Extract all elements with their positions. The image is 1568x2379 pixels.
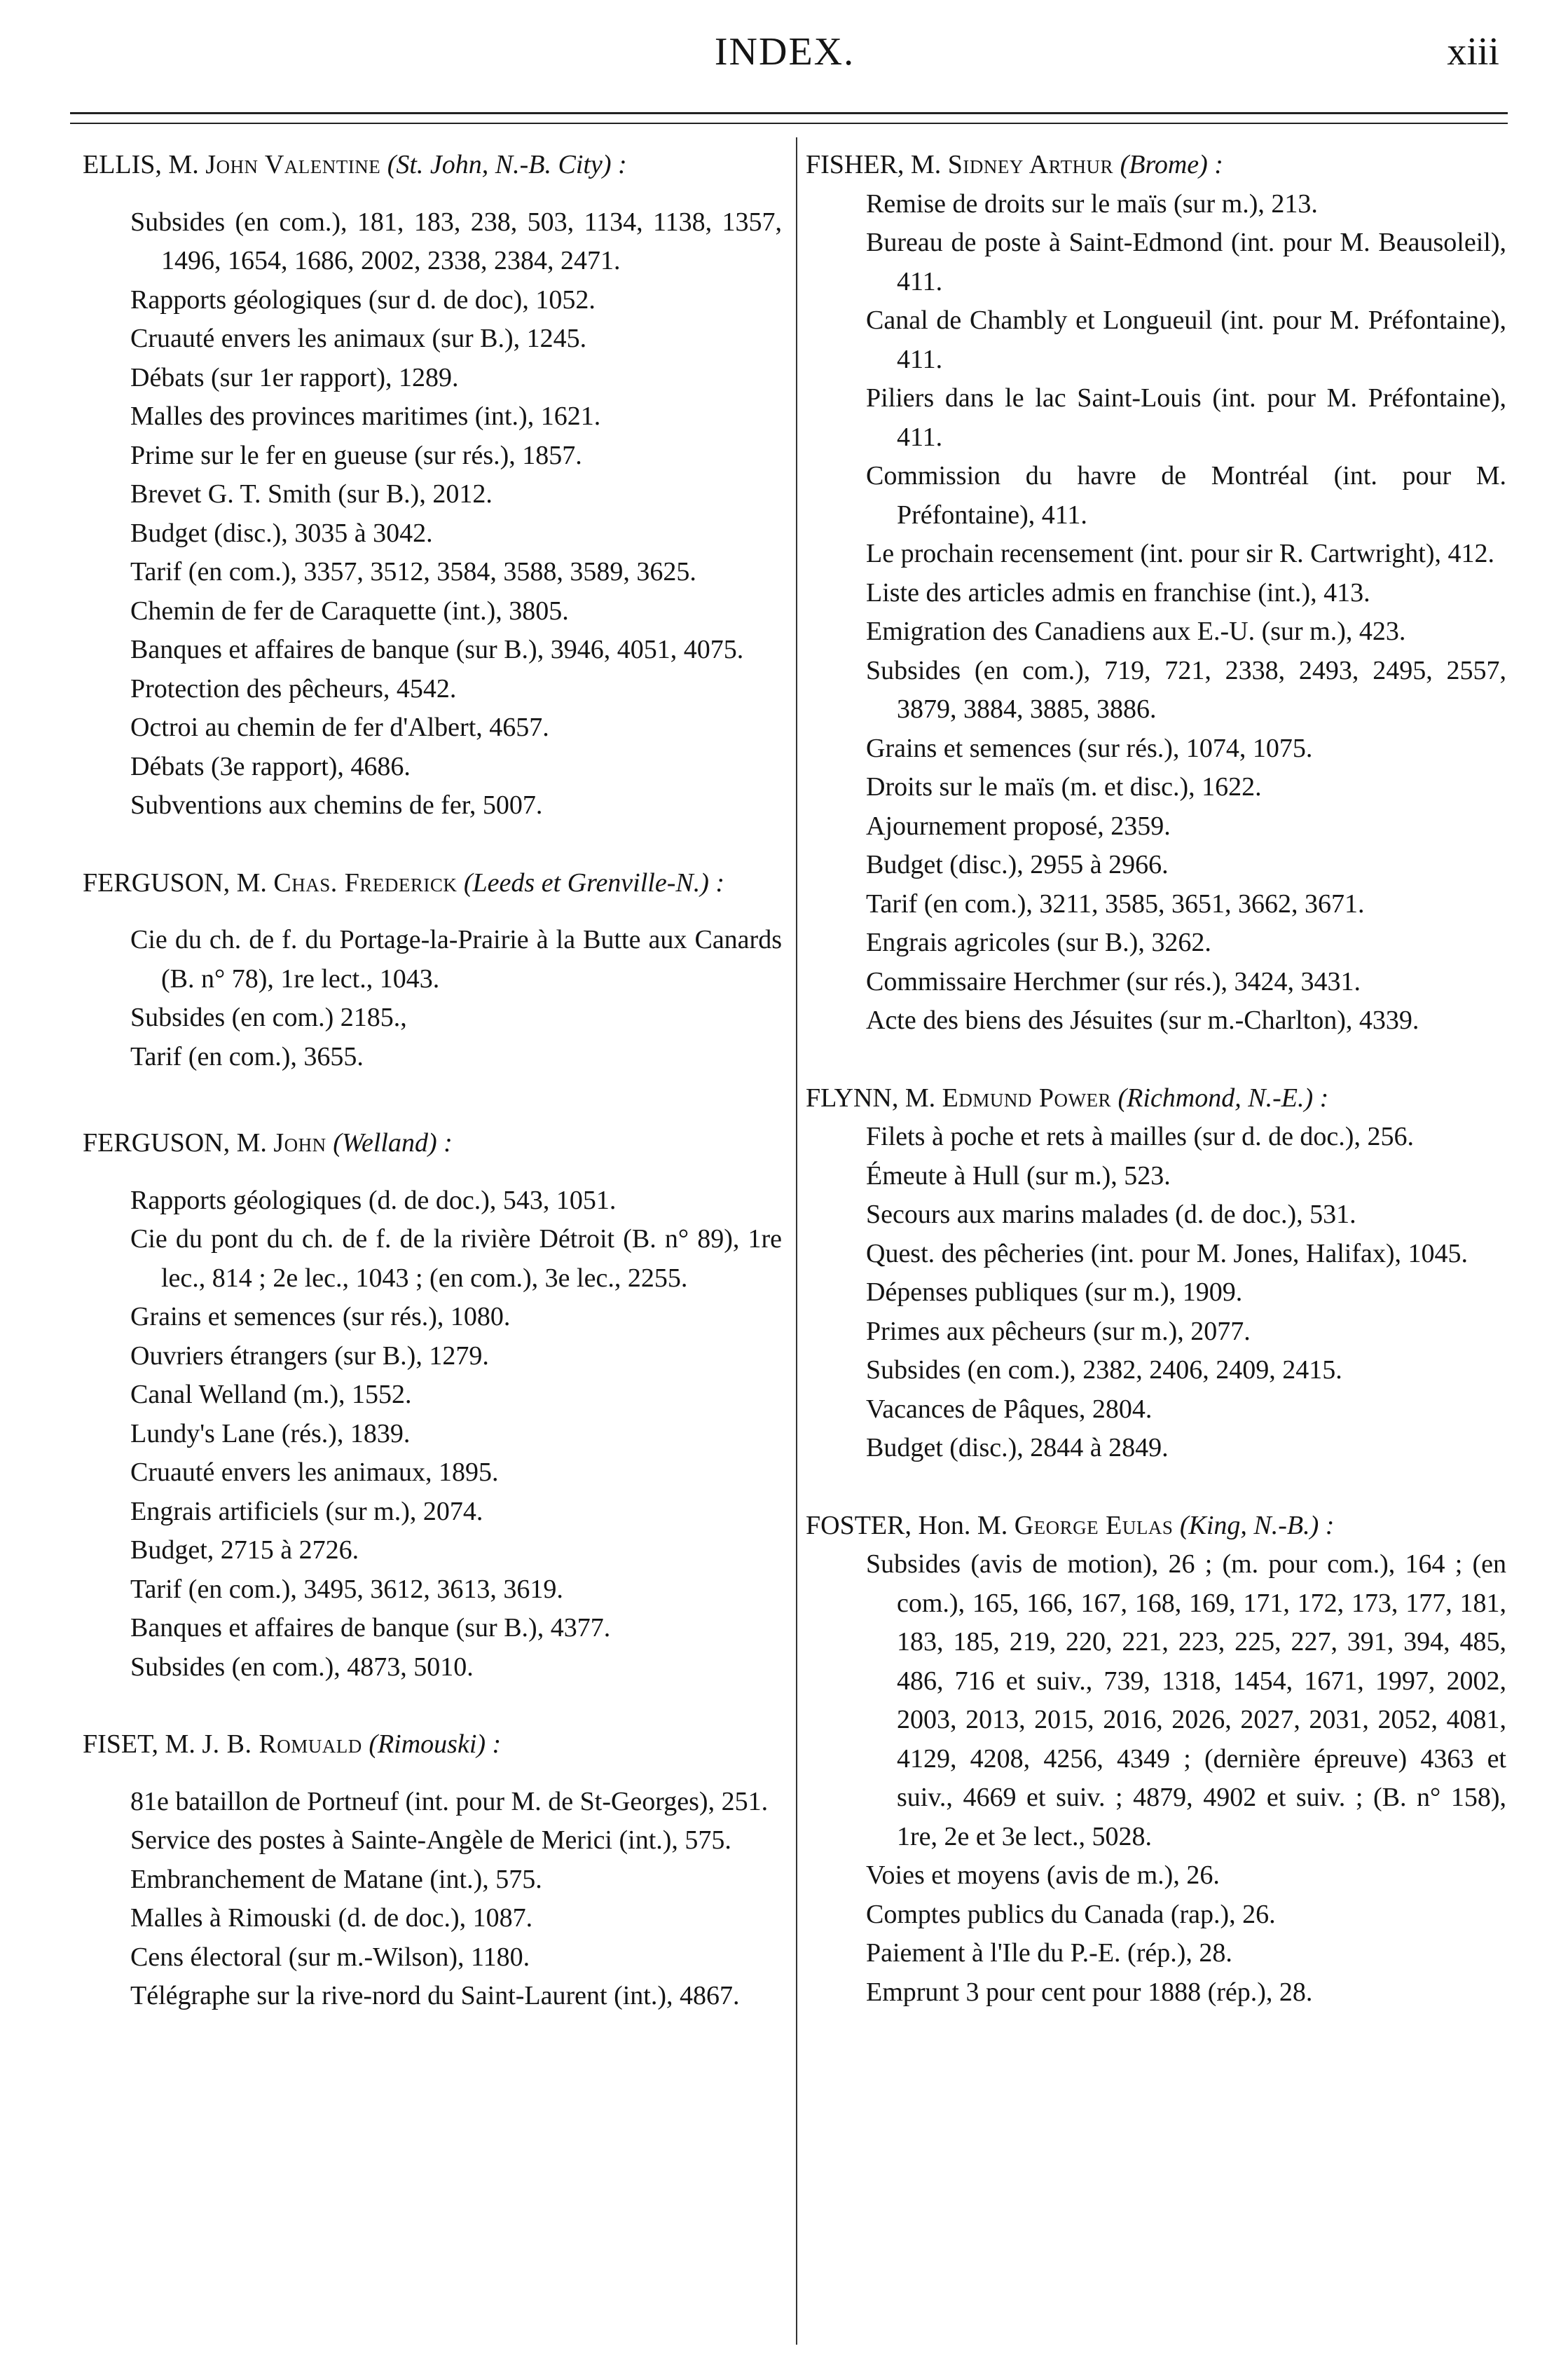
index-entry xyxy=(83,146,782,825)
entry-item: Budget (disc.), 3035 à 3042. xyxy=(130,518,433,548)
entry-heading xyxy=(83,864,782,903)
entry-given-name: Edmund Power xyxy=(942,1083,1112,1113)
entry-item: Grains et semences (sur rés.), 1074, 1075. xyxy=(866,733,1313,763)
entry-item: Débats (sur 1er rapport), 1289. xyxy=(130,362,459,392)
entry-given-name: George Eulas xyxy=(1014,1510,1174,1540)
index-entry xyxy=(806,146,1506,1041)
entry-item: Budget (disc.), 2955 à 2966. xyxy=(866,850,1169,879)
entry-heading xyxy=(83,1124,782,1163)
entry-item: Voies et moyens (avis de m.), 26. xyxy=(866,1860,1220,1890)
entry-item: Paiement à l'Ile du P.-E. (rép.), 28. xyxy=(866,1938,1232,1968)
entry-heading xyxy=(83,146,782,185)
entry-item: Cens électoral (sur m.-Wilson), 1180. xyxy=(130,1942,530,1972)
entry-item: Banques et affaires de banque (sur B.), 3946, 4051, 4075. xyxy=(130,635,744,664)
entry-items xyxy=(806,185,1506,1041)
entry-items xyxy=(83,1181,782,1687)
entry-item: Subsides (avis de motion), 26 ; (m. pour com.), 164 ; (en com.), 165, 166, 167, 168, 169, 171, 172, 173, 177, 181, 183, 185, 219, 220, 221, 223, 225, 227, 391, 394, 485, 486, 716 et suiv., 739, 1318, 1454, 1671, 1997, 2002, 2003, 2013, 2015, 2016, 2026, 2027, 2031, 2052, 4081, 4129, 4208, 4256, 4349 ; (dernière épreuve) 4363 et suiv., 4669 et suiv. ; 4879, 4902 et suiv. ; (B. n° 158), 1re, 2e et 3e lect., 5028. xyxy=(866,1549,1506,1851)
entry-item: Brevet G. T. Smith (sur B.), 2012. xyxy=(130,479,493,509)
entry-given-name: John Valentine xyxy=(205,150,381,179)
entry-heading xyxy=(806,146,1506,185)
entry-riding: (St. John, N.-B. City) : xyxy=(387,150,627,179)
index-entry xyxy=(83,1124,782,1687)
entry-item: Tarif (en com.), 3655. xyxy=(130,1041,364,1071)
entry-item: Secours aux marins malades (d. de doc.), 531. xyxy=(866,1200,1356,1229)
entry-item: Subsides (en com.), 4873, 5010. xyxy=(130,1652,474,1682)
right-column xyxy=(806,146,1506,2050)
entry-item: Piliers dans le lac Saint-Louis (int. pour M. Préfontaine), 411. xyxy=(866,383,1506,452)
entry-given-name: Sidney Arthur xyxy=(947,150,1114,179)
entry-item: Chemin de fer de Caraquette (int.), 3805. xyxy=(130,596,569,626)
page-header xyxy=(70,29,1499,85)
entry-item: Commissaire Herchmer (sur rés.), 3424, 3431. xyxy=(866,966,1361,996)
entry-item: Subsides (en com.), 181, 183, 238, 503, 1134, 1138, 1357, 1496, 1654, 1686, 2002, 2338, 2384, 2471. xyxy=(130,207,782,275)
entry-item: Canal de Chambly et Longueuil (int. pour M. Préfontaine), 411. xyxy=(866,306,1506,374)
column-divider xyxy=(796,137,797,2345)
entry-item: Prime sur le fer en gueuse (sur rés.), 1857. xyxy=(130,440,582,470)
left-column xyxy=(83,146,782,2055)
entry-item: Subsides (en com.), 719, 721, 2338, 2493, 2495, 2557, 3879, 3884, 3885, 3886. xyxy=(866,655,1506,724)
entry-item: Tarif (en com.), 3495, 3612, 3613, 3619. xyxy=(130,1574,563,1604)
page-number: xiii xyxy=(1447,30,1499,74)
entry-item: Engrais agricoles (sur B.), 3262. xyxy=(866,928,1211,957)
entry-item: Tarif (en com.), 3357, 3512, 3584, 3588, 3589, 3625. xyxy=(130,557,696,587)
entry-items xyxy=(83,1783,782,2016)
entry-items xyxy=(806,1545,1506,2012)
entry-item: 81e bataillon de Portneuf (int. pour M. de St-Georges), 251. xyxy=(130,1786,769,1816)
header-rule-bottom xyxy=(70,123,1508,124)
entry-item: Dépenses publiques (sur m.), 1909. xyxy=(866,1277,1243,1307)
index-entry xyxy=(806,1507,1506,2013)
entry-item: Budget, 2715 à 2726. xyxy=(130,1535,359,1565)
entry-items xyxy=(806,1118,1506,1468)
entry-item: Tarif (en com.), 3211, 3585, 3651, 3662, 3671. xyxy=(866,889,1365,919)
entry-item: Cie du pont du ch. de f. de la rivière Détroit (B. n° 89), 1re lec., 814 ; 2e lec., 1043 ; (en com.), 3e lec., 2255. xyxy=(130,1224,782,1293)
entry-item: Emigration des Canadiens aux E.-U. (sur m.), 423. xyxy=(866,617,1406,646)
entry-given-name: John xyxy=(273,1128,326,1158)
entry-surname: FISET, M. xyxy=(83,1729,195,1759)
entry-item: Malles des provinces maritimes (int.), 1621. xyxy=(130,402,601,431)
entry-item: Protection des pêcheurs, 4542. xyxy=(130,673,457,704)
index-entry xyxy=(83,864,782,1077)
entry-riding: (Brome) : xyxy=(1120,150,1223,179)
entry-item: Cie du ch. de f. du Portage-la-Prairie à la Butte aux Canards (B. n° 78), 1re lect., 1043. xyxy=(130,925,782,994)
entry-item: Télégraphe sur la rive-nord du Saint-Laurent (int.), 4867. xyxy=(130,1981,740,2010)
entry-item: Droits sur le maïs (m. et disc.), 1622. xyxy=(866,772,1262,802)
entry-item: Service des postes à Sainte-Angèle de Merici (int.), 575. xyxy=(130,1825,731,1855)
entry-riding: (Welland) : xyxy=(333,1128,453,1158)
entry-item: Commission du havre de Montréal (int. pour M. Préfontaine), 411. xyxy=(866,461,1506,530)
entry-item: Cruauté envers les animaux, 1895. xyxy=(130,1458,499,1487)
index-entry xyxy=(83,1725,782,2016)
entry-item: Primes aux pêcheurs (sur m.), 2077. xyxy=(866,1316,1251,1346)
entry-surname: FISHER, M. xyxy=(806,150,942,179)
entry-item: Filets à poche et rets à mailles (sur d. de doc.), 256. xyxy=(866,1122,1414,1151)
entry-item: Le prochain recensement (int. pour sir R. Cartwright), 412. xyxy=(866,539,1494,568)
entry-surname: FERGUSON, M. xyxy=(83,1128,267,1158)
entry-item: Canal Welland (m.), 1552. xyxy=(130,1380,412,1409)
entry-item: Subsides (en com.) 2185., xyxy=(130,1003,407,1032)
entry-items xyxy=(83,203,782,825)
entry-item: Ouvriers étrangers (sur B.), 1279. xyxy=(130,1341,489,1371)
entry-riding: (Leeds et Grenville-N.) : xyxy=(463,868,725,898)
entry-riding: (Rimouski) : xyxy=(369,1729,502,1759)
entry-item: Acte des biens des Jésuites (sur m.-Charlton), 4339. xyxy=(866,1006,1419,1035)
entry-surname: FLYNN, M. xyxy=(806,1083,936,1113)
page-title: INDEX. xyxy=(714,30,855,74)
entry-item: Ajournement proposé, 2359. xyxy=(866,811,1171,841)
entry-heading xyxy=(806,1507,1506,1546)
entry-item: Emprunt 3 pour cent pour 1888 (rép.), 28. xyxy=(866,1977,1313,2007)
entry-given-name: Chas. Frederick xyxy=(273,868,458,898)
entry-heading xyxy=(83,1725,782,1764)
entry-item: Grains et semences (sur rés.), 1080. xyxy=(130,1302,511,1331)
entry-item: Débats (3e rapport), 4686. xyxy=(130,751,411,781)
entry-item: Vacances de Pâques, 2804. xyxy=(866,1394,1153,1424)
entry-item: Banques et affaires de banque (sur B.), 4377. xyxy=(130,1613,611,1643)
entry-item: Remise de droits sur le maïs (sur m.), 213. xyxy=(866,188,1318,219)
entry-item: Engrais artificiels (sur m.), 2074. xyxy=(130,1496,483,1526)
entry-item: Bureau de poste à Saint-Edmond (int. pour M. Beausoleil), 411. xyxy=(866,228,1506,296)
entry-surname: FOSTER, Hon. M. xyxy=(806,1510,1008,1540)
entry-surname: FERGUSON, M. xyxy=(83,868,267,898)
entry-item: Budget (disc.), 2844 à 2849. xyxy=(866,1433,1169,1462)
entry-items xyxy=(83,921,782,1076)
entry-item: Malles à Rimouski (d. de doc.), 1087. xyxy=(130,1903,533,1933)
entry-item: Cruauté envers les animaux (sur B.), 1245. xyxy=(130,324,587,353)
entry-item: Quest. des pêcheries (int. pour M. Jones, Halifax), 1045. xyxy=(866,1238,1469,1268)
entry-item: Octroi au chemin de fer d'Albert, 4657. xyxy=(130,713,549,742)
entry-item: Rapports géologiques (sur d. de doc), 1052. xyxy=(130,284,596,315)
index-entry xyxy=(806,1079,1506,1468)
entry-item: Comptes publics du Canada (rap.), 26. xyxy=(866,1899,1276,1929)
entry-item: Émeute à Hull (sur m.), 523. xyxy=(866,1160,1171,1191)
entry-item: Subsides (en com.), 2382, 2406, 2409, 2415. xyxy=(866,1355,1342,1385)
entry-surname: ELLIS, M. xyxy=(83,150,199,179)
entry-item: Embranchement de Matane (int.), 575. xyxy=(130,1864,542,1894)
entry-item: Liste des articles admis en franchise (int.), 413. xyxy=(866,577,1370,608)
entry-heading xyxy=(806,1079,1506,1118)
entry-given-name: J. B. Romuald xyxy=(202,1729,362,1759)
entry-riding: (King, N.-B.) : xyxy=(1179,1510,1335,1540)
entry-riding: (Richmond, N.-E.) : xyxy=(1117,1083,1329,1113)
entry-item: Lundy's Lane (rés.), 1839. xyxy=(130,1418,411,1448)
entry-item: Subventions aux chemins de fer, 5007. xyxy=(130,790,543,820)
entry-item: Rapports géologiques (d. de doc.), 543, 1051. xyxy=(130,1185,617,1215)
header-rule-top xyxy=(70,112,1508,114)
